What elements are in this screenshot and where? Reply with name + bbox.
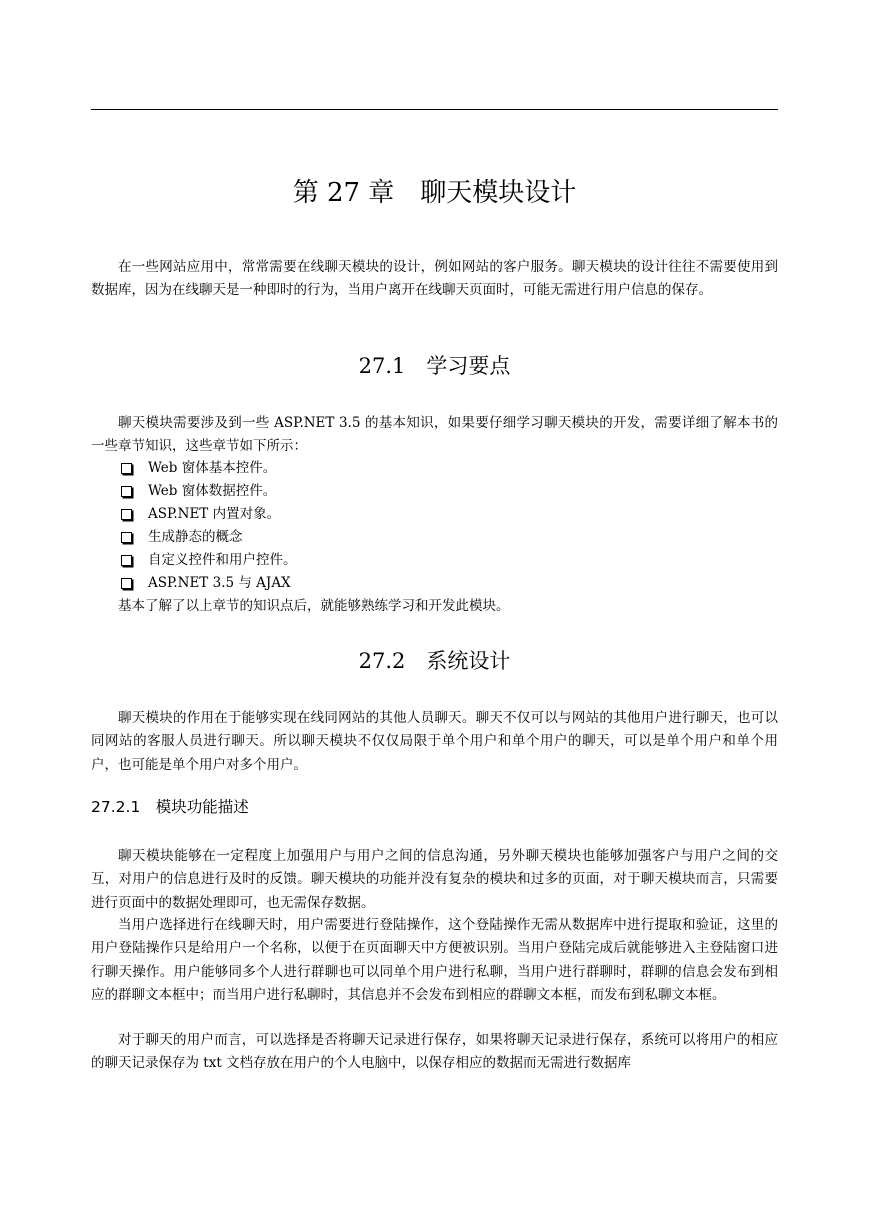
- section-27-2-paragraph: 聊天模块的作用在于能够实现在线同网站的其他人员聊天。聊天不仅可以与网站的其他用户进行聊天，也可以同网站的客服人员进行聊天。所以聊天模块不仅仅局限于单个用户和单个用户的聊天，可以是单个用户和单个用户，也可能是单个用户对多个用户。: [91, 710, 778, 773]
- section-27-2-title: 27.2 系统设计: [358, 649, 511, 673]
- section-27-2-1-paragraph-3: 对于聊天的用户而言，可以选择是否将聊天记录进行保存，如果将聊天记录进行保存，系统可以将用户的相应的聊天记录保存为 txt 文档存放在用户的个人电脑中，以保存相应的数据而无需进行数据库: [91, 1032, 778, 1072]
- list-item: 自定义控件和用户控件。: [121, 549, 297, 572]
- header-rule: [91, 109, 778, 110]
- checkbox-bullet-icon: [121, 532, 132, 543]
- chapter-title: 第 27 章 聊天模块设计: [292, 178, 577, 208]
- list-item: ASP.NET 内置对象。: [121, 503, 297, 526]
- checkbox-bullet-icon: [121, 463, 132, 474]
- checkbox-bullet-icon: [121, 578, 132, 589]
- list-item: ASP.NET 3.5 与 AJAX: [121, 572, 297, 595]
- checkbox-bullet-icon: [121, 486, 132, 497]
- checkbox-bullet-icon: [121, 509, 132, 520]
- section-27-1-paragraph: 聊天模块需要涉及到一些 ASP.NET 3.5 的基本知识，如果要仔细学习聊天模块的开发，需要详细了解本书的一些章节知识，这些章节如下所示：: [91, 415, 778, 455]
- list-item: Web 窗体基本控件。: [121, 457, 297, 480]
- section-27-2-1-paragraph-1: 聊天模块能够在一定程度上加强用户与用户之间的信息沟通，另外聊天模块也能够加强客户与用户之间的交互，对用户的信息进行及时的反馈。聊天模块的功能并没有复杂的模块和过多的页面，对于聊天模块而言，只需要进行页面中的数据处理即可，也无需保存数据。: [91, 848, 778, 911]
- section-27-2-1-title: 27.2.1 模块功能描述: [91, 798, 249, 816]
- topic-list: [121, 457, 297, 595]
- section-27-1-closing: 基本了解了以上章节的知识点后，就能够熟练学习和开发此模块。: [118, 598, 510, 614]
- checkbox-bullet-icon: [121, 555, 132, 566]
- list-item: 生成静态的概念: [121, 526, 297, 549]
- list-item: Web 窗体数据控件。: [121, 480, 297, 503]
- intro-paragraph: 在一些网站应用中，常常需要在线聊天模块的设计，例如网站的客户服务。聊天模块的设计往往不需要使用到数据库，因为在线聊天是一种即时的行为，当用户离开在线聊天页面时，可能无需进行用户信息的保存。: [91, 259, 778, 299]
- section-27-2-1-paragraph-2: 当用户选择进行在线聊天时，用户需要进行登陆操作，这个登陆操作无需从数据库中进行提取和验证，这里的用户登陆操作只是给用户一个名称，以便于在页面聊天中方便被识别。当用户登陆完成后就能够进入主登陆窗口进行聊天操作。用户能够同多个人进行群聊也可以同单个用户进行私聊，当用户进行群聊时，群聊的信息会发布到相应的群聊文本框中；而当用户进行私聊时，其信息并不会发布到相应的群聊文本框，而发布到私聊文本框。: [91, 917, 778, 1003]
- section-27-1-title: 27.1 学习要点: [358, 354, 511, 378]
